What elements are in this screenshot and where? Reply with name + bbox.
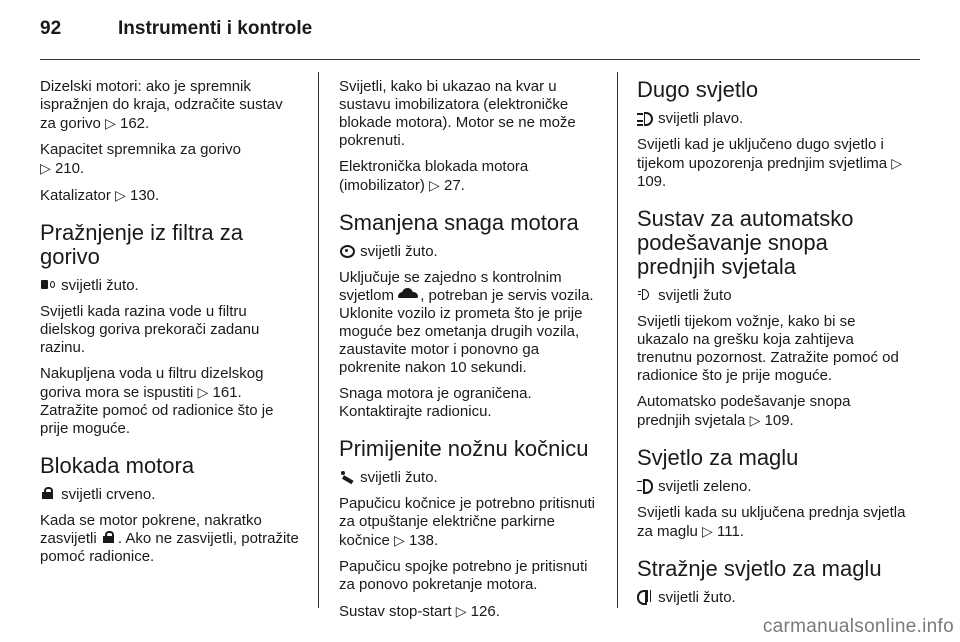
paragraph: Elektronička blokada motora (imobilizator) ▷ 27. [339, 158, 529, 194]
front-fog-light-icon [637, 479, 652, 492]
page-reference[interactable]: 126. [470, 603, 500, 620]
section-heading: Primijenite nožnu kočnicu [339, 436, 589, 461]
paragraph: Snaga motora je ograničena. Kontaktirajte radionicu. [339, 385, 532, 420]
page-reference[interactable]: 109. [764, 412, 794, 429]
immobilizer-lock-icon [101, 531, 116, 544]
section-heading: Smanjena snaga motora [339, 210, 579, 235]
section-heading: Svjetlo za maglu [637, 445, 799, 470]
paragraph: Sustav stop-start ▷ 126. [339, 603, 500, 620]
immobilizer-lock-icon [40, 487, 55, 500]
section-heading: Stražnje svjetlo za maglu [637, 556, 882, 581]
paragraph: Dizelski motori: ako je spremnik ispražnjen do kraja, odzračite sustav za gorivo ▷ 162. [40, 78, 283, 132]
cross-reference-arrow-icon: ▷ [394, 532, 405, 548]
paragraph: Uključuje se zajedno s kontrolnim svjetlom , potreban je servis vozila. Uklonite vozilo iz prometa što je prije moguće bez ometanja drugih vozila, zaustavite motor i ponovno ga pokrenite nakon 10 sekundi. [339, 269, 594, 376]
paragraph: Kada se motor pokrene, nakratko zasvijetli . Ako ne zasvijetli, potražite pomoć radionice. [40, 512, 299, 565]
service-vehicle-icon [398, 288, 418, 301]
paragraph: Nakupljena voda u filtru dizelskog goriva mora se ispustiti ▷ 161. Zatražite pomoć od radionice što je prije moguće. [40, 365, 274, 437]
page-reference[interactable]: 27. [443, 177, 465, 194]
paragraph: Papučicu spojke potrebno je pritisnuti za ponovo pokretanje motora. [339, 558, 588, 593]
page-reference[interactable]: 161. [212, 384, 242, 401]
page-reference[interactable]: 130. [130, 187, 160, 204]
indicator-status: svijetli zeleno. [637, 478, 907, 496]
section-heading: Blokada motora [40, 453, 195, 478]
indicator-status: svijetli žuto. [339, 243, 604, 261]
page-reference[interactable]: 111. [717, 523, 744, 540]
paragraph: Svijetli kad je uključeno dugo svjetlo i tijekom upozorenja prednjim svjetlima ▷ 109. [637, 136, 903, 190]
page-reference[interactable]: 138. [408, 532, 439, 549]
watermark: carmanualsonline.info [762, 616, 954, 637]
water-in-fuel-icon [40, 278, 55, 291]
high-beam-icon [637, 111, 652, 124]
section-heading: Sustav za automatsko podešavanje snopa prednjih svjetala [637, 206, 854, 279]
cross-reference-arrow-icon: ▷ [40, 160, 51, 176]
paragraph: Papučicu kočnice je potrebno pritisnuti za otpuštanje električne parkirne kočnice ▷ 138. [339, 495, 595, 549]
page-header [40, 18, 312, 48]
page-number: 92 [40, 18, 62, 39]
headlight-leveling-icon [637, 288, 652, 301]
cross-reference-arrow-icon: ▷ [429, 177, 440, 193]
column-2 [339, 78, 604, 629]
engine-power-icon [339, 244, 354, 257]
page-reference[interactable]: 109. [637, 173, 667, 190]
cross-reference-arrow-icon: ▷ [455, 603, 467, 619]
cross-reference-arrow-icon: ▷ [749, 412, 761, 428]
cross-reference-arrow-icon: ▷ [197, 384, 209, 400]
cross-reference-arrow-icon: ▷ [891, 155, 903, 171]
section-heading: Dugo svjetlo [637, 77, 759, 102]
column-divider [318, 72, 319, 608]
indicator-status: svijetli žuto. [40, 277, 302, 295]
column-1 [40, 78, 302, 574]
paragraph: Svijetli kada su uključena prednja svjetla za maglu ▷ 111. [637, 504, 906, 540]
paragraph: Svijetli kada razina vode u filtru dielskog goriva prekorači zadanu razinu. [40, 303, 260, 356]
indicator-status: svijetli žuto [637, 287, 907, 305]
page-heading: Instrumenti i kontrole [118, 18, 313, 39]
paragraph: Katalizator ▷ 130. [40, 187, 160, 204]
paragraph: Kapacitet spremnika za gorivo ▷ 210. [40, 141, 241, 177]
paragraph: Svijetli, kako bi ukazao na kvar u sustavu imobilizatora (elektroničke blokade motora). Motor se ne može pokrenuti. [339, 78, 576, 149]
page-reference[interactable]: 162. [120, 115, 150, 132]
paragraph: Svijetli tijekom vožnje, kako bi se ukazalo na grešku koja zahtijeva trenutnu pozornost. Zatražite pomoć od radionice što je prije moguće. [637, 313, 899, 384]
column-3 [637, 78, 907, 615]
indicator-status: svijetli crveno. [40, 486, 302, 504]
cross-reference-arrow-icon: ▷ [105, 115, 116, 131]
indicator-status: svijetli žuto. [637, 589, 907, 607]
header-rule [40, 59, 920, 60]
cross-reference-arrow-icon: ▷ [115, 187, 126, 203]
indicator-status: svijetli žuto. [339, 469, 604, 487]
rear-fog-light-icon [637, 590, 652, 603]
page-reference[interactable]: 210. [54, 160, 85, 177]
column-divider [617, 72, 618, 608]
brake-pedal-icon [339, 470, 354, 483]
paragraph: Automatsko podešavanje snopa prednjih svjetala ▷ 109. [637, 393, 851, 429]
cross-reference-arrow-icon: ▷ [702, 523, 713, 539]
section-heading: Pražnjenje iz filtra za gorivo [40, 220, 243, 269]
indicator-status: svijetli plavo. [637, 110, 907, 128]
